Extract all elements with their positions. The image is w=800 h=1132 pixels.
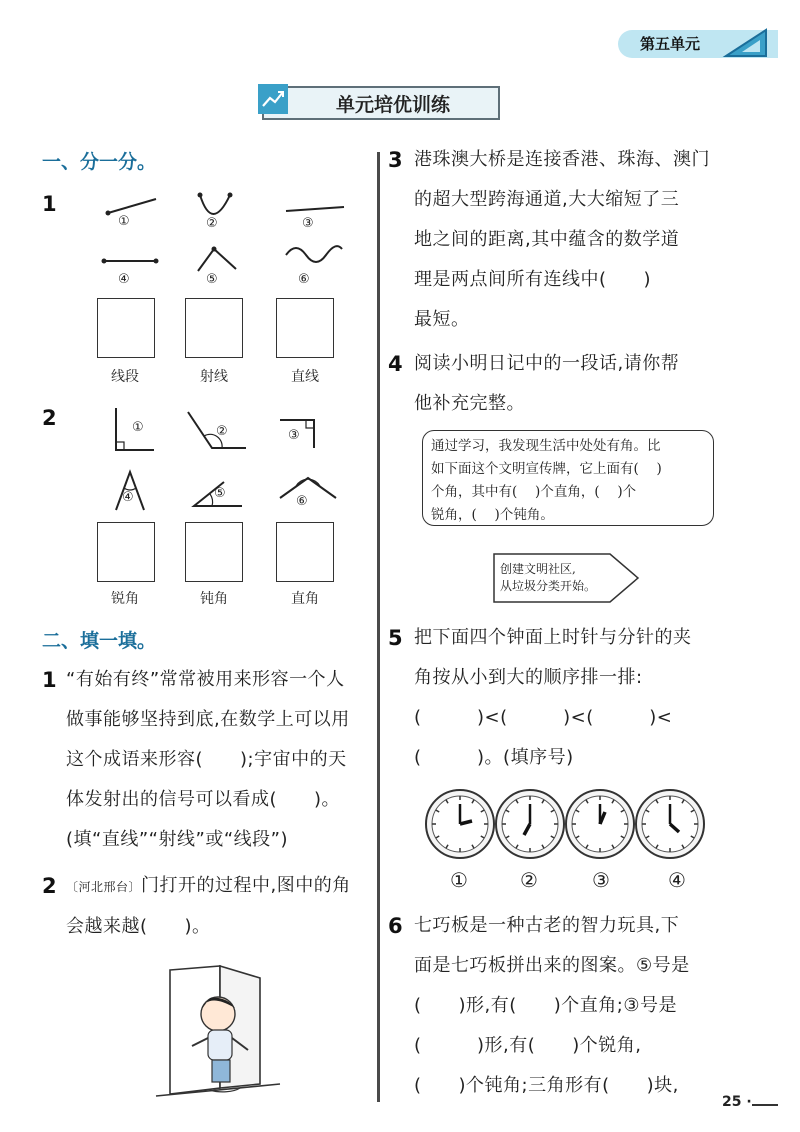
trend-chart-icon: [258, 84, 288, 114]
angle-mark-4: ④: [122, 490, 134, 505]
sign-line: 创建文明社区,: [500, 562, 576, 576]
box-label: 射线: [200, 369, 228, 385]
text-line[interactable]: 这个成语来形容( );宇宙中的天: [66, 749, 347, 770]
region-tag: 〔河北邢台〕: [66, 880, 142, 894]
sort-box-right[interactable]: [276, 522, 334, 582]
text-line: 港珠澳大桥是连接香港、珠海、澳门: [414, 149, 710, 170]
sort-box-segment[interactable]: [97, 298, 155, 358]
text-line[interactable]: 会越来越( )。: [66, 916, 211, 937]
text-line: 最短。: [414, 309, 470, 330]
question-3: [414, 140, 724, 340]
diary-line[interactable]: 个角，其中有( )个直角，( )个: [431, 484, 637, 500]
clock-label: ③: [592, 868, 610, 892]
diary-box: [422, 430, 714, 526]
text-line[interactable]: ( )。(填序号): [414, 747, 574, 768]
section-heading-2: 二、填一填。: [42, 630, 157, 652]
clock-4: [636, 790, 704, 858]
mark-3: ③: [302, 216, 314, 231]
sort-box-ray[interactable]: [185, 298, 243, 358]
line-figures: [90, 185, 360, 290]
curve-figure: [200, 195, 230, 214]
column-divider: [377, 152, 380, 1102]
sort-box-obtuse[interactable]: [185, 522, 243, 582]
clocks: [420, 786, 720, 860]
box-label: 直线: [291, 369, 319, 385]
diary-line[interactable]: 如下面这个文明宣传牌，它上面有( ): [431, 461, 662, 477]
text-line[interactable]: 理是两点间所有连线中( ): [414, 269, 652, 290]
unit-tab-label: 第五单元: [640, 35, 701, 53]
text-line[interactable]: ( )个钝角;三角形有( )块,: [414, 1075, 679, 1096]
page-number: 25 ·: [722, 1094, 752, 1110]
page-title: [262, 86, 500, 120]
sort-box-acute[interactable]: [97, 522, 155, 582]
clock-3: [566, 790, 634, 858]
box-label: 直角: [291, 591, 319, 607]
clock-label: ①: [450, 868, 468, 892]
box-label: 线段: [111, 369, 139, 385]
question-number: 1: [42, 668, 57, 692]
question-number: 2: [42, 874, 57, 898]
text-line: (填“直线”“射线”或“线段”): [66, 829, 288, 850]
box-label: 锐角: [111, 591, 139, 607]
text-line: 角按从小到大的顺序排一排:: [414, 667, 643, 688]
clock-label: ②: [520, 868, 538, 892]
box-label: 钝角: [200, 591, 228, 607]
angle-mark-2: ②: [216, 424, 228, 439]
text-line: 七巧板是一种古老的智力玩具,下: [414, 915, 680, 936]
angle-mark-3: ③: [288, 428, 300, 443]
door-boy-illustration: [150, 960, 290, 1100]
triangle-ruler-icon: [722, 26, 772, 60]
mark-5: ⑤: [206, 272, 218, 287]
angle-mark-5: ⑤: [214, 486, 226, 501]
text-line: 他补充完整。: [414, 393, 525, 414]
question-number: 2: [42, 406, 57, 430]
text-line: 把下面四个钟面上时针与分针的夹: [414, 627, 692, 648]
angle-mark-1: ①: [132, 420, 144, 435]
text-line: 门打开的过程中,图中的角: [141, 875, 351, 896]
page-title-text: 单元培优训练: [335, 94, 450, 116]
mark-2: ②: [206, 216, 218, 231]
clock-label: ④: [668, 868, 686, 892]
mark-6: ⑥: [298, 272, 310, 287]
clock-2: [496, 790, 564, 858]
text-line: 地之间的距离,其中蕴含的数学道: [414, 229, 680, 250]
question-number: 4: [388, 352, 403, 376]
question-number: 3: [388, 148, 403, 172]
text-line[interactable]: ( )<( )<( )<: [414, 707, 673, 728]
text-line: 的超大型跨海通道,大大缩短了三: [414, 189, 680, 210]
sign-text: [500, 561, 596, 595]
mark-1: ①: [118, 214, 130, 229]
text-line[interactable]: 体发射出的信号可以看成( )。: [66, 789, 341, 810]
text-line: 阅读小明日记中的一段话,请你帮: [414, 353, 680, 374]
question-4: [414, 344, 724, 424]
ray-figure: [108, 199, 156, 213]
angle-figure: [198, 249, 236, 271]
line-figure: [286, 207, 344, 211]
sign-line: 从垃圾分类开始。: [500, 579, 597, 593]
text-line: 做事能够坚持到底,在数学上可以用: [66, 709, 350, 730]
text-line[interactable]: ( )形,有( )个直角;③号是: [414, 995, 678, 1016]
text-line: 面是七巧板拼出来的图案。⑤号是: [414, 955, 690, 976]
question-number: 5: [388, 626, 403, 650]
fill-question-2: [66, 866, 371, 947]
question-number: 6: [388, 914, 403, 938]
question-5: [414, 618, 724, 778]
question-number: 1: [42, 192, 57, 216]
question-6: [414, 906, 724, 1106]
text-line: “有始有终”常常被用来形容一个人: [66, 669, 345, 690]
section-heading-1: 一、分一分。: [42, 151, 157, 173]
clock-1: [426, 790, 494, 858]
fill-question-1: [66, 660, 371, 860]
wave-figure: [286, 246, 342, 262]
mark-4: ④: [118, 272, 130, 287]
angle-mark-6: ⑥: [296, 494, 308, 509]
sort-box-line[interactable]: [276, 298, 334, 358]
page-rule: [752, 1104, 778, 1106]
diary-line[interactable]: 锐角，( )个钝角。: [431, 507, 554, 523]
text-line[interactable]: ( )形,有( )个锐角,: [414, 1035, 642, 1056]
diary-line: 通过学习，我发现生活中处处有角。比: [431, 438, 661, 454]
